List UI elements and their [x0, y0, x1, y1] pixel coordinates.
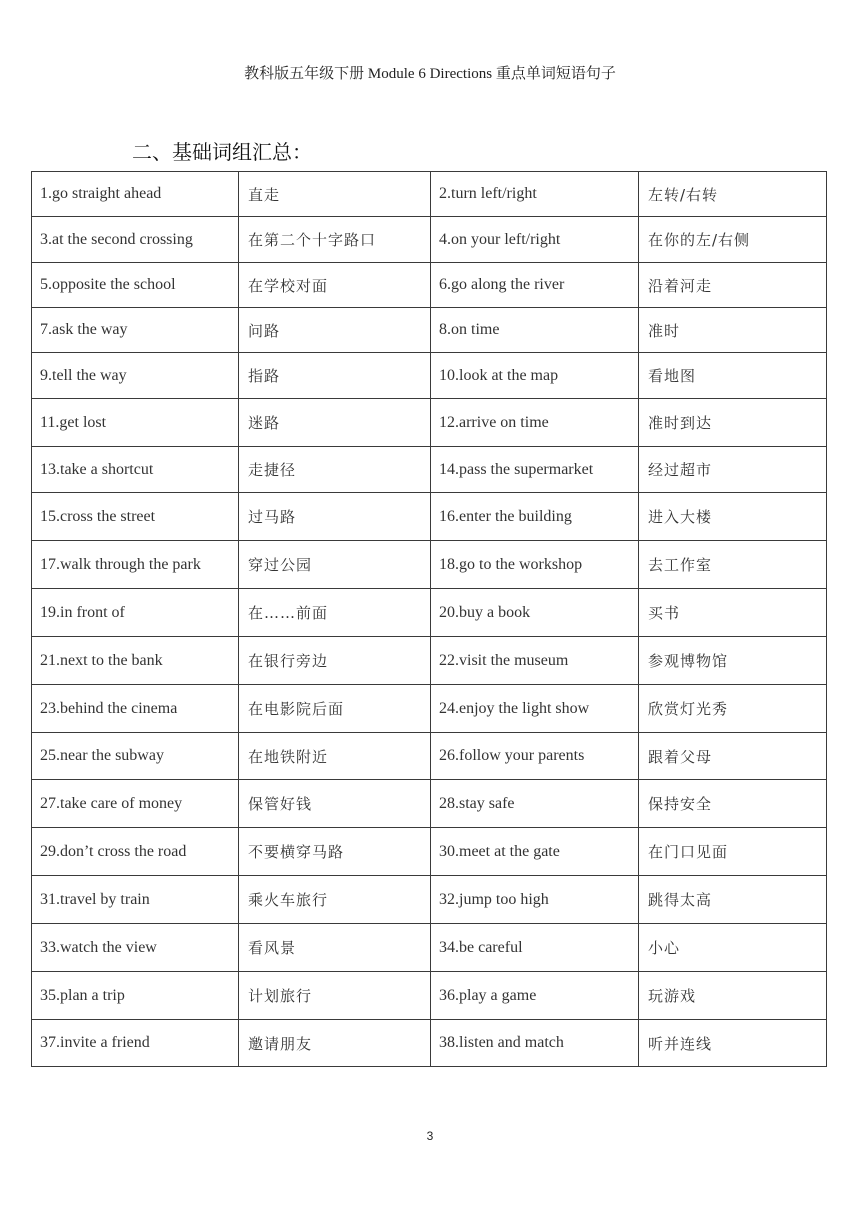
phrase-english: 36.play a game [431, 972, 639, 1020]
phrase-english: 25.near the subway [32, 733, 239, 780]
phrase-english: 11.get lost [32, 399, 239, 447]
phrase-chinese: 不要横穿马路 [239, 828, 431, 876]
phrase-english: 22.visit the museum [431, 637, 639, 685]
phrase-chinese: 经过超市 [639, 447, 827, 493]
table-row [32, 924, 827, 972]
table-row [32, 1020, 827, 1067]
phrase-english: 16.enter the building [431, 493, 639, 541]
phrase-english: 38.listen and match [431, 1020, 639, 1067]
phrase-chinese: 迷路 [239, 399, 431, 447]
phrase-english: 18.go to the workshop [431, 541, 639, 589]
phrase-english: 26.follow your parents [431, 733, 639, 780]
table-row [32, 828, 827, 876]
vocabulary-table-body [32, 172, 827, 1067]
phrase-english: 24.enjoy the light show [431, 685, 639, 733]
phrase-chinese: 沿着河走 [639, 263, 827, 308]
phrase-chinese: 在电影院后面 [239, 685, 431, 733]
phrase-english: 33.watch the view [32, 924, 239, 972]
phrase-english: 7.ask the way [32, 308, 239, 353]
table-row [32, 172, 827, 217]
phrase-english: 19.in front of [32, 589, 239, 637]
table-row [32, 589, 827, 637]
phrase-chinese: 准时到达 [639, 399, 827, 447]
phrase-chinese: 左转/右转 [639, 172, 827, 217]
phrase-english: 30.meet at the gate [431, 828, 639, 876]
phrase-english: 31.travel by train [32, 876, 239, 924]
phrase-english: 21.next to the bank [32, 637, 239, 685]
table-row [32, 685, 827, 733]
phrase-chinese: 进入大楼 [639, 493, 827, 541]
phrase-chinese: 跳得太高 [639, 876, 827, 924]
page-header: 教科版五年级下册 Module 6 Directions 重点单词短语句子 [244, 66, 616, 82]
phrase-english: 15.cross the street [32, 493, 239, 541]
phrase-chinese: 保持安全 [639, 780, 827, 828]
table-row [32, 447, 827, 493]
table-row [32, 308, 827, 353]
phrase-english: 1.go straight ahead [32, 172, 239, 217]
phrase-english: 8.on time [431, 308, 639, 353]
phrase-chinese: 在学校对面 [239, 263, 431, 308]
phrase-english: 12.arrive on time [431, 399, 639, 447]
phrase-english: 34.be careful [431, 924, 639, 972]
phrase-chinese: 在地铁附近 [239, 733, 431, 780]
phrase-english: 13.take a shortcut [32, 447, 239, 493]
phrase-english: 20.buy a book [431, 589, 639, 637]
page-number: 3 [426, 1129, 434, 1143]
table-row [32, 353, 827, 399]
phrase-english: 3.at the second crossing [32, 217, 239, 263]
phrase-english: 4.on your left/right [431, 217, 639, 263]
phrase-chinese: 买书 [639, 589, 827, 637]
phrase-english: 10.look at the map [431, 353, 639, 399]
phrase-chinese: 计划旅行 [239, 972, 431, 1020]
phrase-english: 28.stay safe [431, 780, 639, 828]
phrase-chinese: 在……前面 [239, 589, 431, 637]
table-row [32, 637, 827, 685]
phrase-english: 6.go along the river [431, 263, 639, 308]
table-row [32, 972, 827, 1020]
phrase-chinese: 去工作室 [639, 541, 827, 589]
phrase-english: 35.plan a trip [32, 972, 239, 1020]
phrase-english: 27.take care of money [32, 780, 239, 828]
phrase-chinese: 看地图 [639, 353, 827, 399]
phrase-chinese: 在银行旁边 [239, 637, 431, 685]
table-row [32, 263, 827, 308]
phrase-chinese: 小心 [639, 924, 827, 972]
phrase-chinese: 欣赏灯光秀 [639, 685, 827, 733]
phrase-chinese: 玩游戏 [639, 972, 827, 1020]
phrase-english: 2.turn left/right [431, 172, 639, 217]
phrase-english: 5.opposite the school [32, 263, 239, 308]
phrase-chinese: 在你的左/右侧 [639, 217, 827, 263]
phrase-chinese: 走捷径 [239, 447, 431, 493]
table-row [32, 780, 827, 828]
phrase-english: 37.invite a friend [32, 1020, 239, 1067]
phrase-chinese: 问路 [239, 308, 431, 353]
table-row [32, 399, 827, 447]
phrase-chinese: 跟着父母 [639, 733, 827, 780]
section-title: 二、基础词组汇总： [132, 140, 312, 164]
phrase-english: 32.jump too high [431, 876, 639, 924]
table-row [32, 217, 827, 263]
phrase-chinese: 乘火车旅行 [239, 876, 431, 924]
table-row [32, 541, 827, 589]
phrase-chinese: 直走 [239, 172, 431, 217]
phrase-english: 14.pass the supermarket [431, 447, 639, 493]
phrase-english: 17.walk through the park [32, 541, 239, 589]
phrase-chinese: 参观博物馆 [639, 637, 827, 685]
phrase-chinese: 看风景 [239, 924, 431, 972]
phrase-english: 23.behind the cinema [32, 685, 239, 733]
phrase-chinese: 在第二个十字路口 [239, 217, 431, 263]
vocabulary-table [31, 171, 827, 1067]
phrase-english: 9.tell the way [32, 353, 239, 399]
table-row [32, 876, 827, 924]
phrase-chinese: 在门口见面 [639, 828, 827, 876]
phrase-chinese: 过马路 [239, 493, 431, 541]
phrase-chinese: 准时 [639, 308, 827, 353]
table-row [32, 493, 827, 541]
phrase-chinese: 听并连线 [639, 1020, 827, 1067]
table-row [32, 733, 827, 780]
phrase-chinese: 穿过公园 [239, 541, 431, 589]
phrase-chinese: 指路 [239, 353, 431, 399]
phrase-chinese: 保管好钱 [239, 780, 431, 828]
phrase-english: 29.don’t cross the road [32, 828, 239, 876]
phrase-chinese: 邀请朋友 [239, 1020, 431, 1067]
